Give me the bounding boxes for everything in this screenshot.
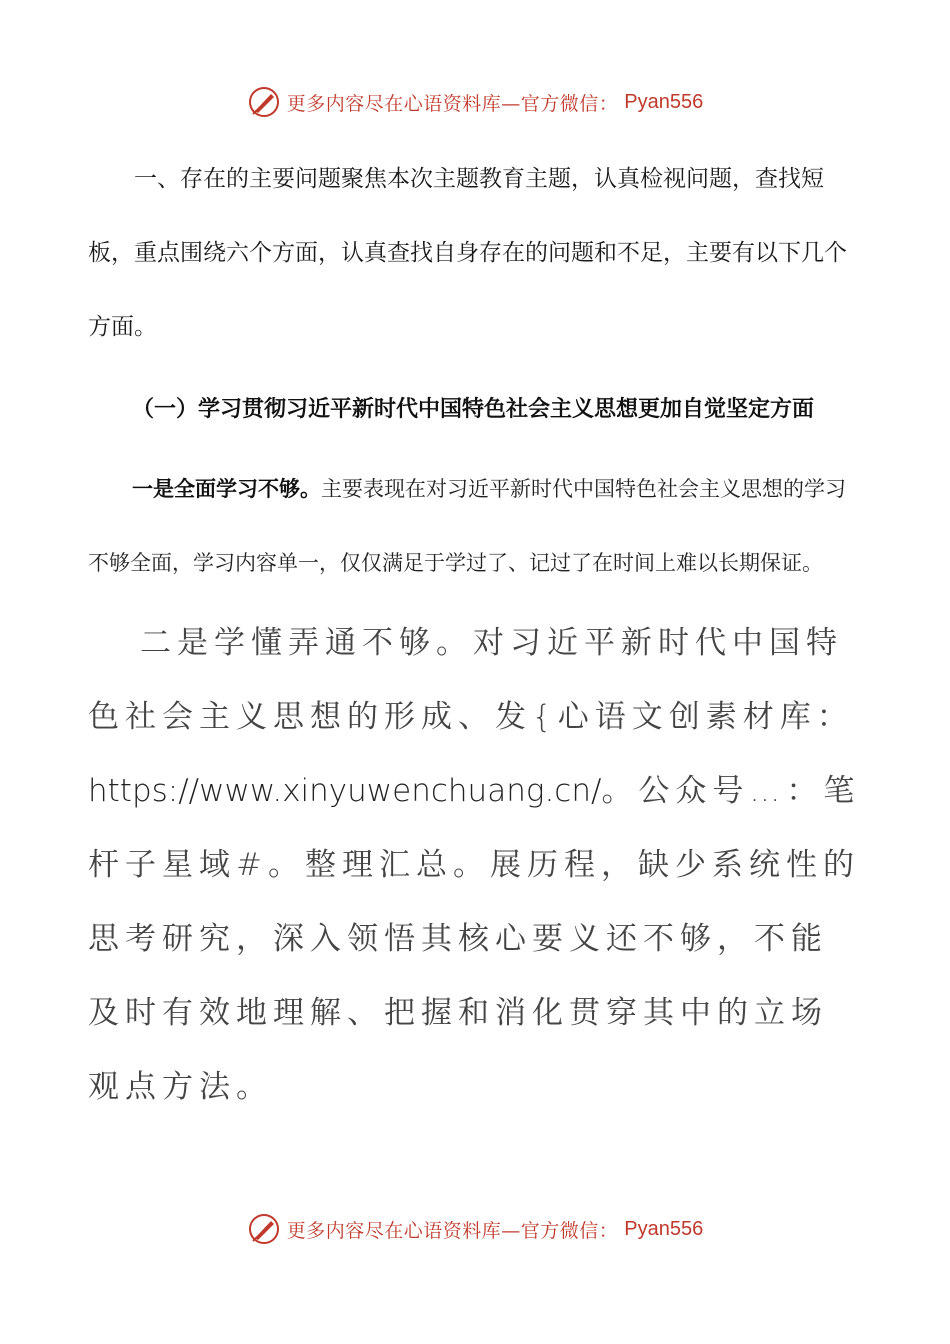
intro-paragraph: 一、存在的主要问题聚焦本次主题教育主题，认真检视问题，查找短板，重点围绕六个方面，认真查找自身存在的问题和不足，主要有以下几个方面。: [88, 166, 847, 340]
header-banner: [0, 82, 950, 122]
point-one-paragraph: [88, 452, 863, 600]
point-one-text: 主要表现在对习近平新时代中国特色社会主义思想的学习不够全面，学习内容单一，仅仅满足于学过了、记过了在时间上难以长期保证。: [88, 477, 846, 575]
header-banner-text: 更多内容尽在心语资料库—官方微信：: [286, 92, 619, 115]
point-two-url: https://www.xinyuwenchuang.cn/: [88, 773, 602, 809]
document-body: [88, 142, 863, 1124]
point-two-paragraph: [88, 606, 863, 1124]
point-two-text-part1: 二是学懂弄通不够。对习近平新时代中国特色社会主义思想的形成、发{心语文创素材库：: [88, 625, 854, 735]
section-heading: （一）学习贯彻习近平新时代中国特色社会主义思想更加自觉坚定方面: [132, 396, 815, 422]
footer-banner-text: 更多内容尽在心语资料库—官方微信：: [286, 1219, 619, 1242]
header-wechat-id: Pyan556: [624, 90, 704, 113]
brush-pen-logo-icon: [247, 1212, 281, 1246]
footer-wechat-id: Pyan556: [624, 1217, 704, 1240]
point-one-lead: 一是全面学习不够。: [132, 476, 321, 501]
point-two-text-part2: 。公众号…：笔杆子星域#。整理汇总。展历程，缺少系统性的思考研究，深入领悟其核心要义还不够，不能及时有效地理解、把握和消化贯穿其中的立场观点方法。: [88, 773, 861, 1105]
footer-banner: [0, 1209, 950, 1249]
brush-pen-logo-icon: [247, 85, 281, 119]
